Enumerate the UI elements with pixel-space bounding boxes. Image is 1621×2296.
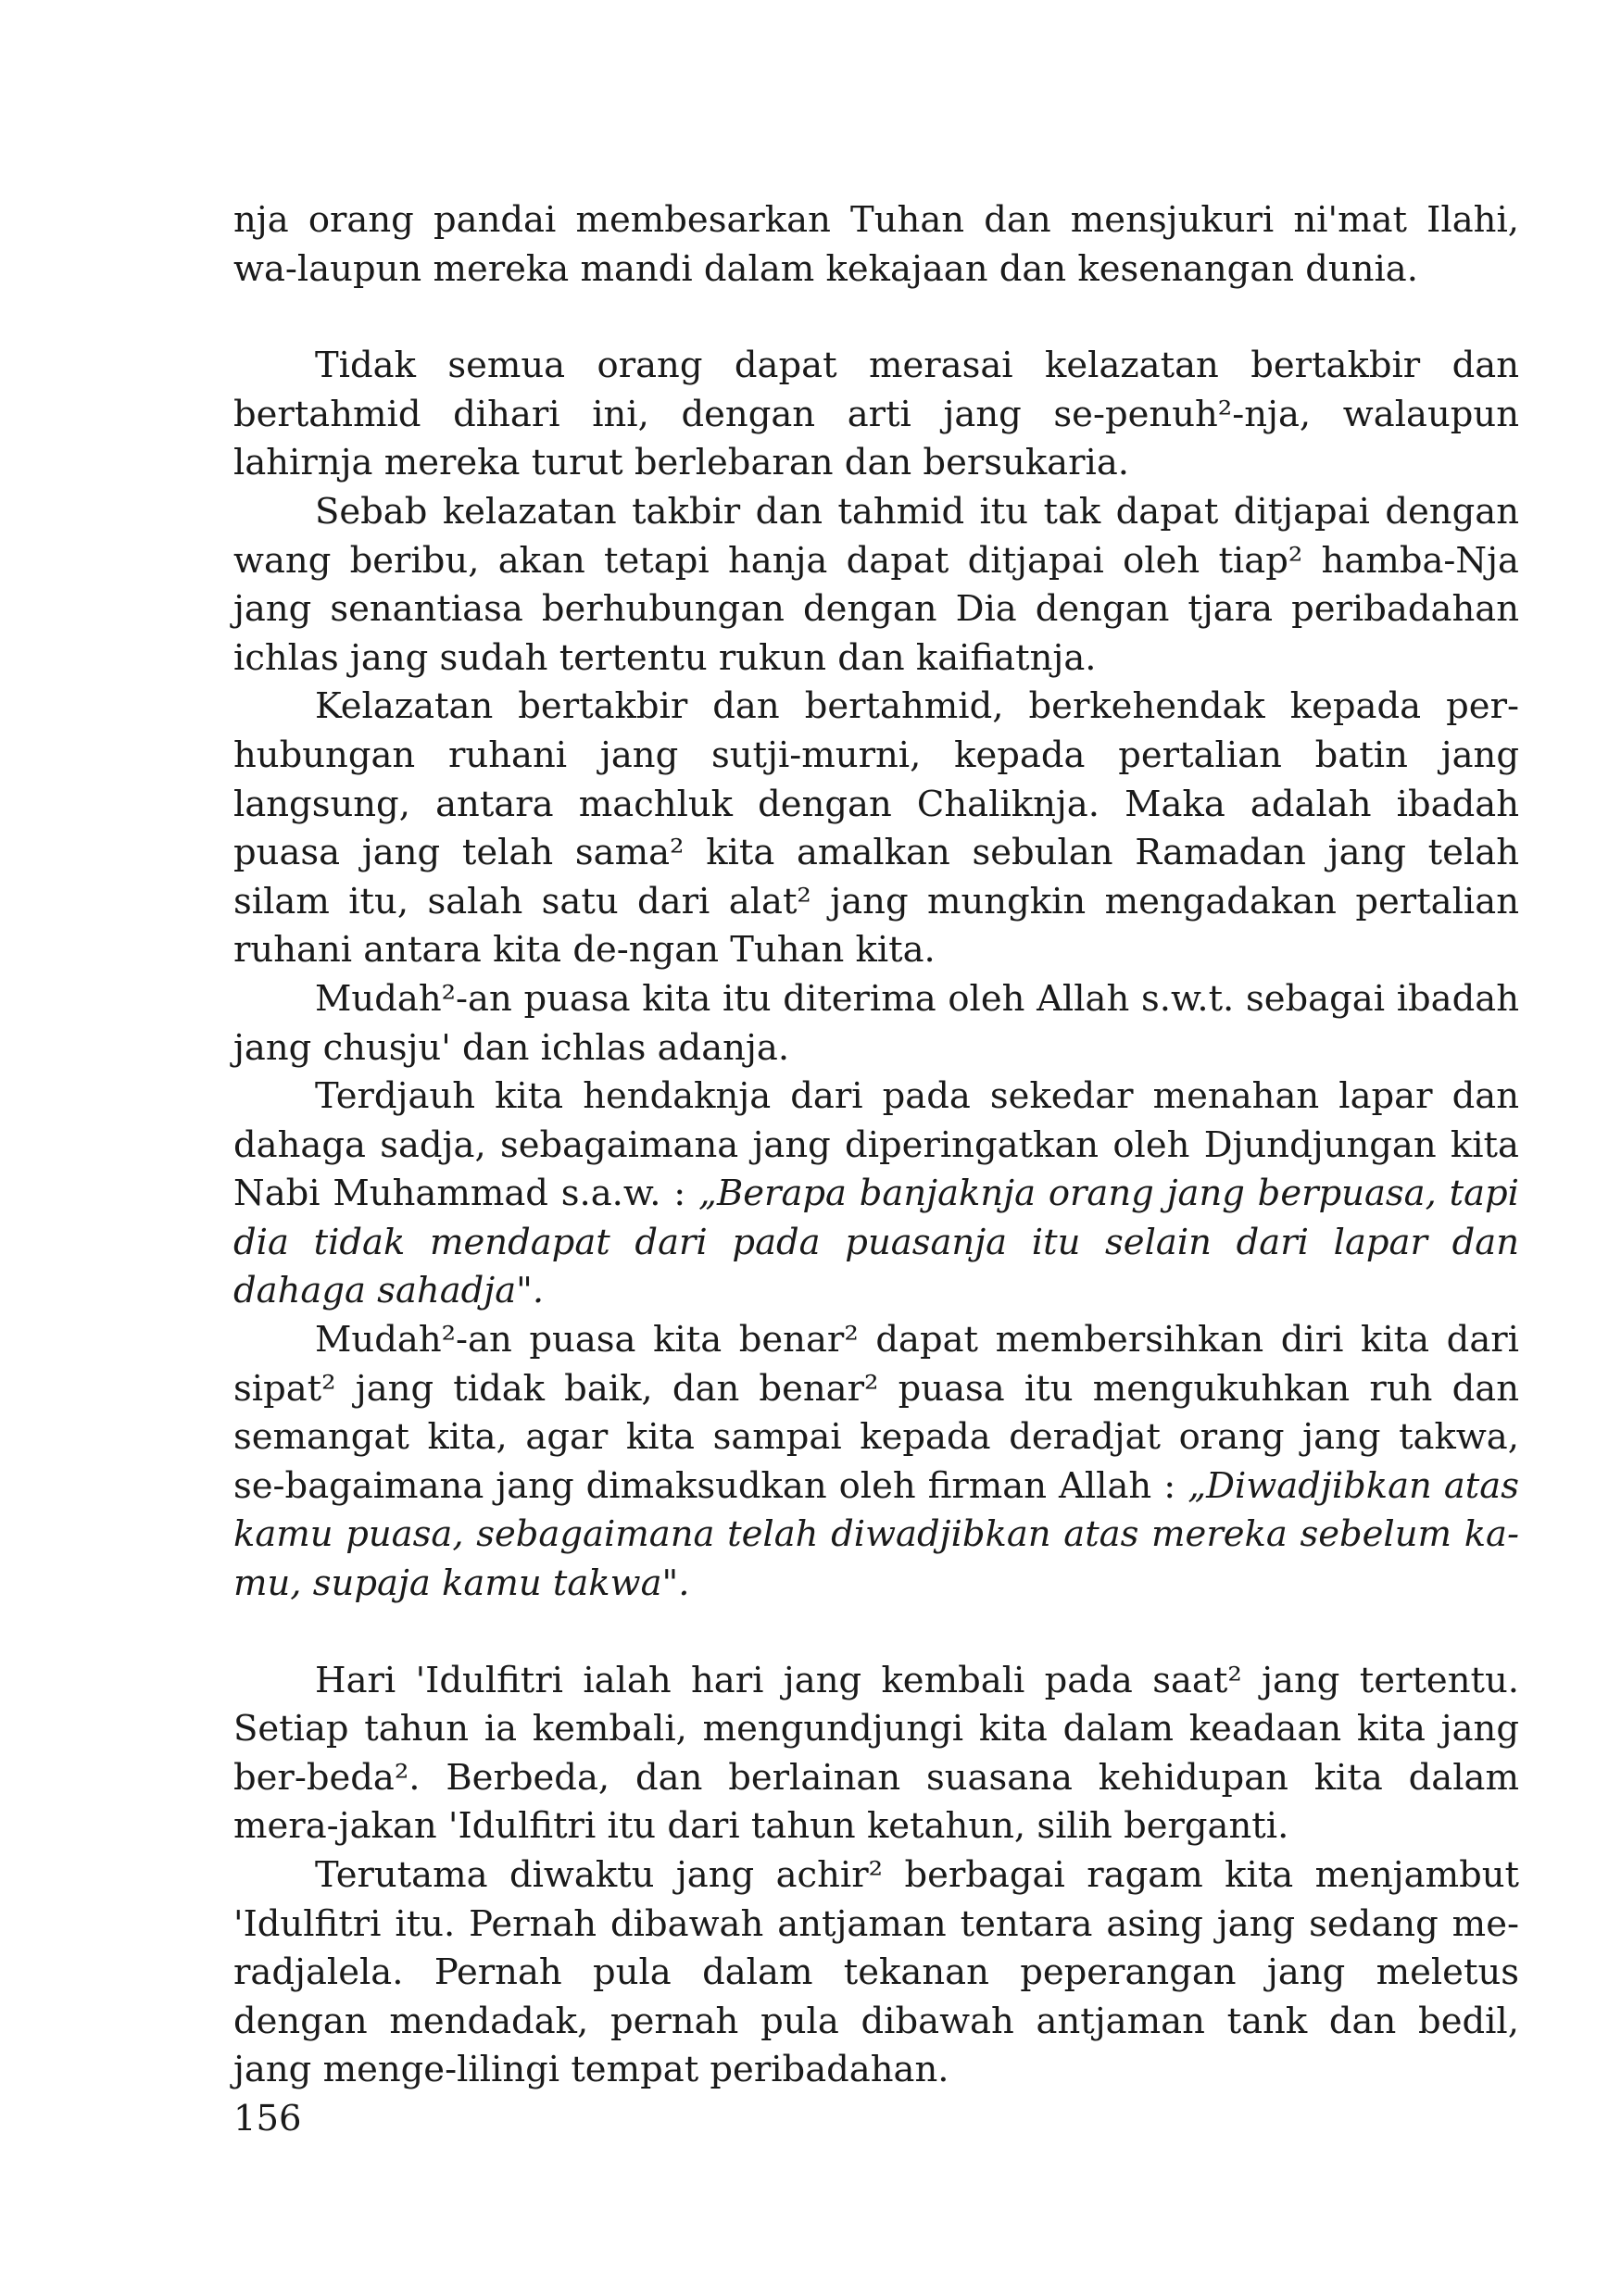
paragraph-6 (233, 1073, 1519, 1316)
paragraph-8: Hari 'Idulfitri ialah hari jang kembali pada saat² jang tertentu. Setiap tahun ia kembali, mengundjungi kita dalam keadaan kita jang ber-beda². Berbeda, dan berlainan suasana kehidupan kita dalam mera-jakan 'Idulfitri itu dari tahun ketahun, silih berganti. (233, 1659, 1519, 1848)
paragraph-3: Sebab kelazatan takbir dan tahmid itu tak dapat ditjapai dengan wang beribu, akan tetapi hanja dapat ditjapai oleh tiap² hamba-Nja jang senantiasa berhubungan dengan Dia dengan tjara peribadahan ichlas jang sudah tertentu rukun dan kaifiatnja. (233, 490, 1519, 679)
paragraph-6-text: Terdjauh kita hendaknja dari pada sekedar menahan lapar dan dahaga sadja, sebagaimana jang diperingatkan oleh Djundjungan kita Nabi Muhammad s.a.w. : (233, 1075, 1519, 1215)
quran-quote: „Diwadjibkan atas kamu puasa, sebagaimana telah diwadjibkan atas mereka sebelum ka-mu, supaja kamu takwa". (233, 1464, 1519, 1605)
paragraph-9: Terutama diwaktu jang achir² berbagai ragam kita menjambut 'Idulfitri itu. Pernah dibawah antjaman tentara asing jang sedang me-radjalela. Pernah pula dalam tekanan peperangan jang meletus dengan mendadak, pernah pula dibawah antjaman tank dan bedil, jang menge-lilingi tempat peribadahan. (233, 1854, 1519, 2091)
paragraph-5: Mudah²-an puasa kita itu diterima oleh Allah s.w.t. sebagai ibadah jang chusju' dan ichlas adanja. (233, 977, 1519, 1069)
hadith-quote: „Berapa banjaknja orang jang berpuasa, tapi dia tidak mendapat dari pada puasanja itu selain dari lapar dan dahaga sahadja". (233, 1173, 1519, 1312)
paragraph-2: Tidak semua orang dapat merasai kelazatan bertakbir dan bertahmid dihari ini, dengan arti jang se-penuh²-nja, walaupun lahirnja mereka turut berlebaran dan bersukaria. (233, 345, 1519, 484)
paragraph-7 (233, 1316, 1519, 1609)
paragraph-1: nja orang pandai membesarkan Tuhan dan mensjukuri ni'mat Ilahi, wa-laupun mereka mandi dalam kekajaan dan kesenangan dunia. (233, 199, 1519, 290)
page-number: 156 (233, 2098, 302, 2139)
paragraph-4: Kelazatan bertakbir dan bertahmid, berkehendak kepada per-hubungan ruhani jang sutji-murni, kepada pertalian batin jang langsung, antara machluk dengan Chaliknja. Maka adalah ibadah puasa jang telah sama² kita amalkan sebulan Ramadan jang telah silam itu, salah satu dari alat² jang mungkin mengadakan pertalian ruhani antara kita de-ngan Tuhan kita. (233, 685, 1519, 972)
page-body (233, 196, 1519, 2095)
paragraph-7-text: Mudah²-an puasa kita benar² dapat membersihkan diri kita dari sipat² jang tidak baik, dan benar² puasa itu mengukuhkan ruh dan semangat kita, agar kita sampai kepada deradjat orang jang takwa, se-bagaimana jang dimaksudkan oleh firman Allah : (233, 1319, 1519, 1507)
